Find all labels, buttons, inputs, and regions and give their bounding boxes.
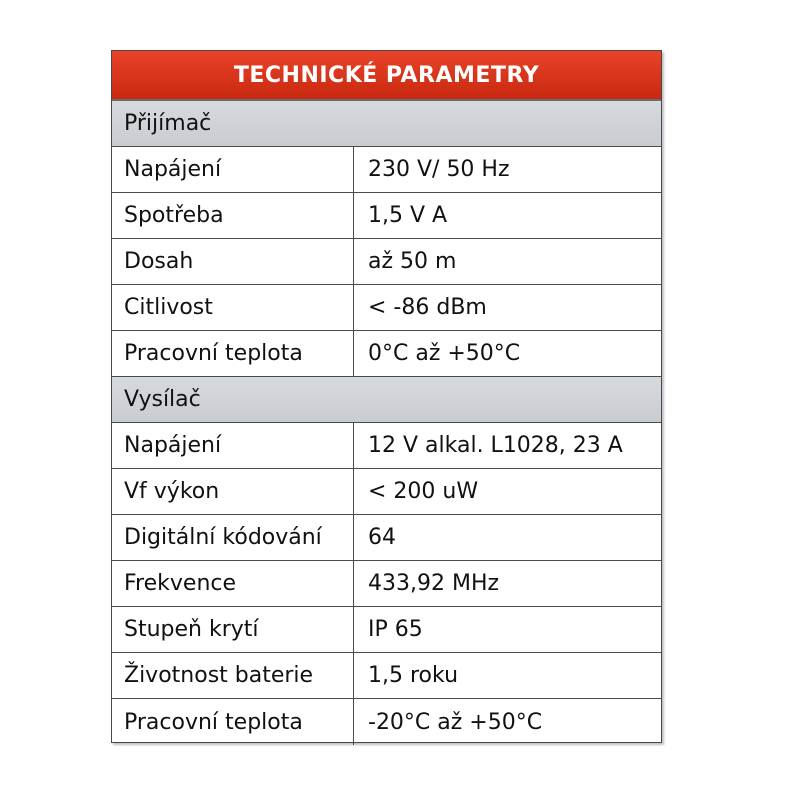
table-row [112, 653, 661, 699]
row-label: Pracovní teplota [112, 699, 354, 745]
row-label: Vf výkon [112, 469, 354, 514]
row-label: Dosah [112, 239, 354, 284]
table-row [112, 423, 661, 469]
table-row [112, 561, 661, 607]
table-row [112, 607, 661, 653]
table-row [112, 515, 661, 561]
table-row [112, 469, 661, 515]
row-label: Citlivost [112, 285, 354, 330]
row-value: 1,5 roku [368, 663, 459, 688]
row-value: < -86 dBm [368, 295, 487, 320]
row-label: Digitální kódování [112, 515, 354, 560]
row-value: 1,5 V A [368, 203, 448, 228]
row-label: Frekvence [112, 561, 354, 606]
row-value: 230 V/ 50 Hz [368, 157, 510, 182]
row-value: 64 [368, 525, 396, 550]
row-value: < 200 uW [368, 479, 479, 504]
table-title: TECHNICKÉ PARAMETRY [112, 51, 661, 101]
table-row [112, 285, 661, 331]
table-row [112, 239, 661, 285]
row-label: Napájení [112, 147, 354, 192]
section-header-transmitter: Vysílač [112, 377, 661, 423]
technical-parameters-table [111, 50, 662, 743]
row-value: -20°C až +50°C [368, 709, 543, 735]
row-label: Pracovní teplota [112, 331, 354, 376]
row-value: 433,92 MHz [368, 571, 500, 596]
table-row [112, 147, 661, 193]
row-label: Stupeň krytí [112, 607, 354, 652]
table-row [112, 193, 661, 239]
section-header-receiver: Přijímač [112, 101, 661, 147]
row-label: Životnost baterie [112, 653, 354, 698]
row-value: až 50 m [368, 249, 457, 274]
row-label: Napájení [112, 423, 354, 468]
row-value: 0°C až +50°C [368, 341, 521, 366]
table-row [112, 331, 661, 377]
row-value: 12 V alkal. L1028, 23 A [368, 433, 623, 458]
row-label: Spotřeba [112, 193, 354, 238]
row-value: IP 65 [368, 617, 423, 642]
table-row [112, 699, 661, 745]
